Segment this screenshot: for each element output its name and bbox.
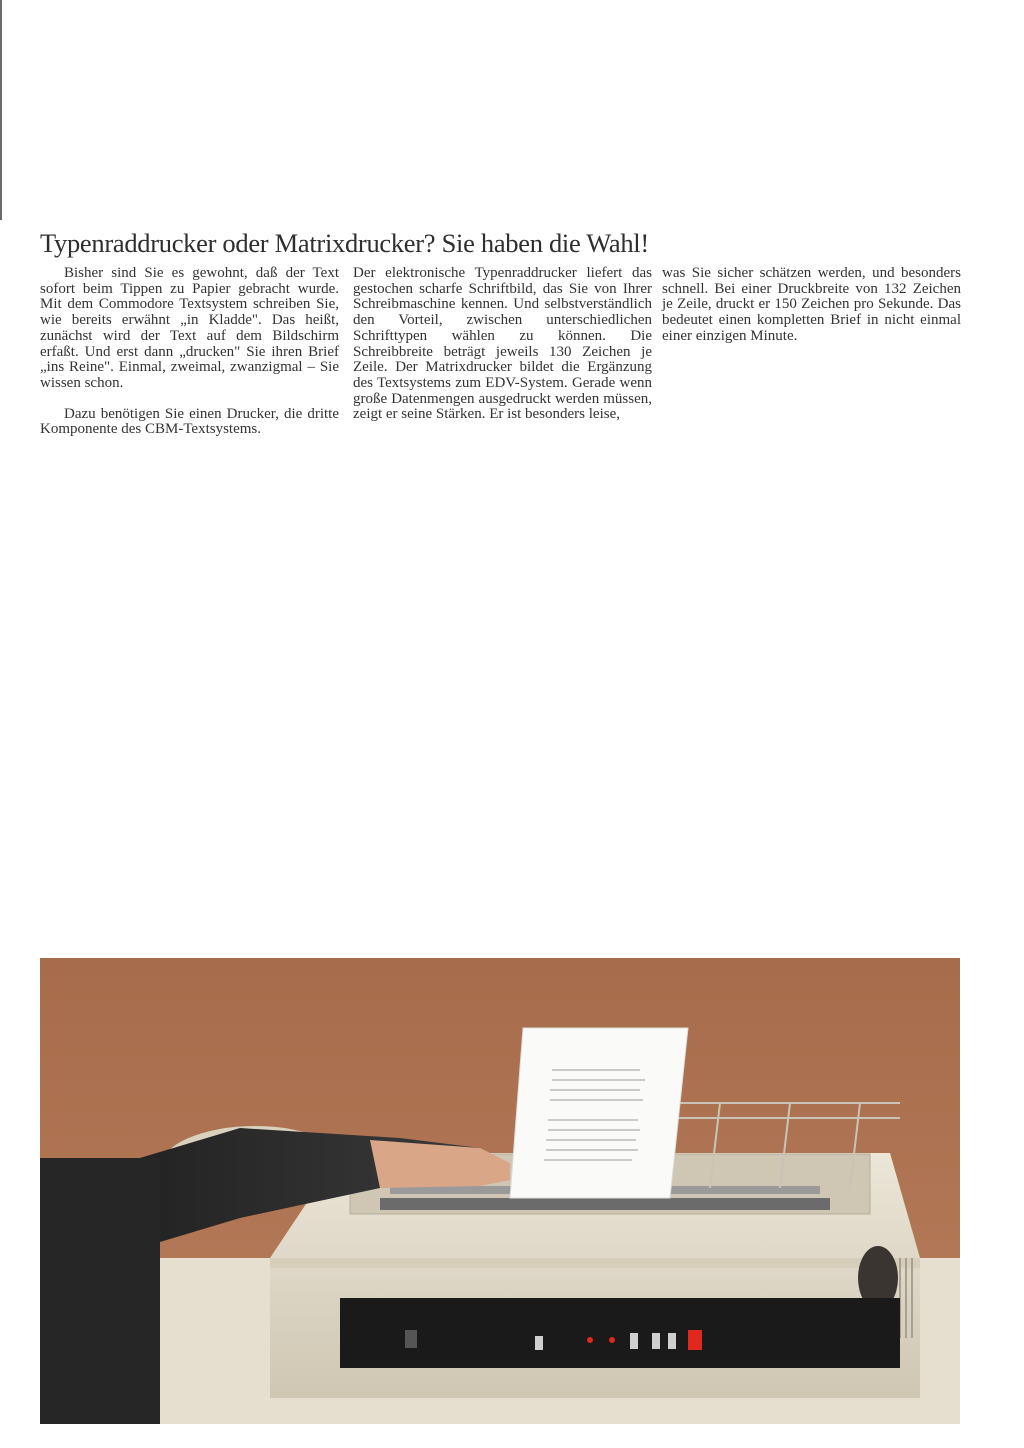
paragraph: Der elektronische Typenraddrucker liefert das gestochen scharfe Schriftbild, das Sie von Ihrer Schreibmaschine kennen. Und selbstverständlich den Vorteil, zwischen unterschiedlichen Schrifttypen wählen zu können. Die Schreibbreite beträgt jeweils 130 Zeichen je Zeile. Der Matrixdrucker bildet die Ergänzung des Textsystems zum EDV-System. Gerade wenn große Datenmengen ausgedruckt werden müssen, zeigt er seine Stärken. Er ist besonders leise,: [353, 265, 652, 423]
paragraph: Bisher sind Sie es gewohnt, daß der Text sofort beim Tippen zu Papier gebracht wurde. Mit dem Commodore Textsystem schreiben Sie, wie bereits erwähnt „in Kladde". Das heißt, zunächst wird der Text auf dem Bildschirm erfaßt. Und erst dann „drucken" Sie ihren Brief „ins Reine". Einmal, zweimal, zwanzigmal – Sie wissen schon.: [40, 265, 339, 391]
text-column-1: [40, 266, 339, 438]
paper-sheet: [510, 1028, 688, 1198]
headline: Typenraddrucker oder Matrixdrucker? Sie haben die Wahl!: [40, 228, 649, 258]
text-column-3: [662, 266, 961, 345]
printer-illustration: [40, 958, 960, 1424]
text-column-2: [353, 266, 652, 423]
paragraph: Dazu benötigen Sie einen Drucker, die dritte Komponente des CBM-Textsystems.: [40, 405, 339, 438]
paragraph: was Sie sicher schätzen werden, und besonders schnell. Bei einer Druckbreite von 132 Zeichen je Zeile, druckt er 150 Zeichen pro Sekunde. Das bedeutet einen kompletten Brief in nicht einmal einer einzigen Minute.: [662, 265, 961, 344]
article-body: [40, 266, 966, 466]
control-panel: [340, 1298, 900, 1368]
printer-photo: [40, 958, 960, 1424]
page-edge-mark: [0, 0, 2, 220]
